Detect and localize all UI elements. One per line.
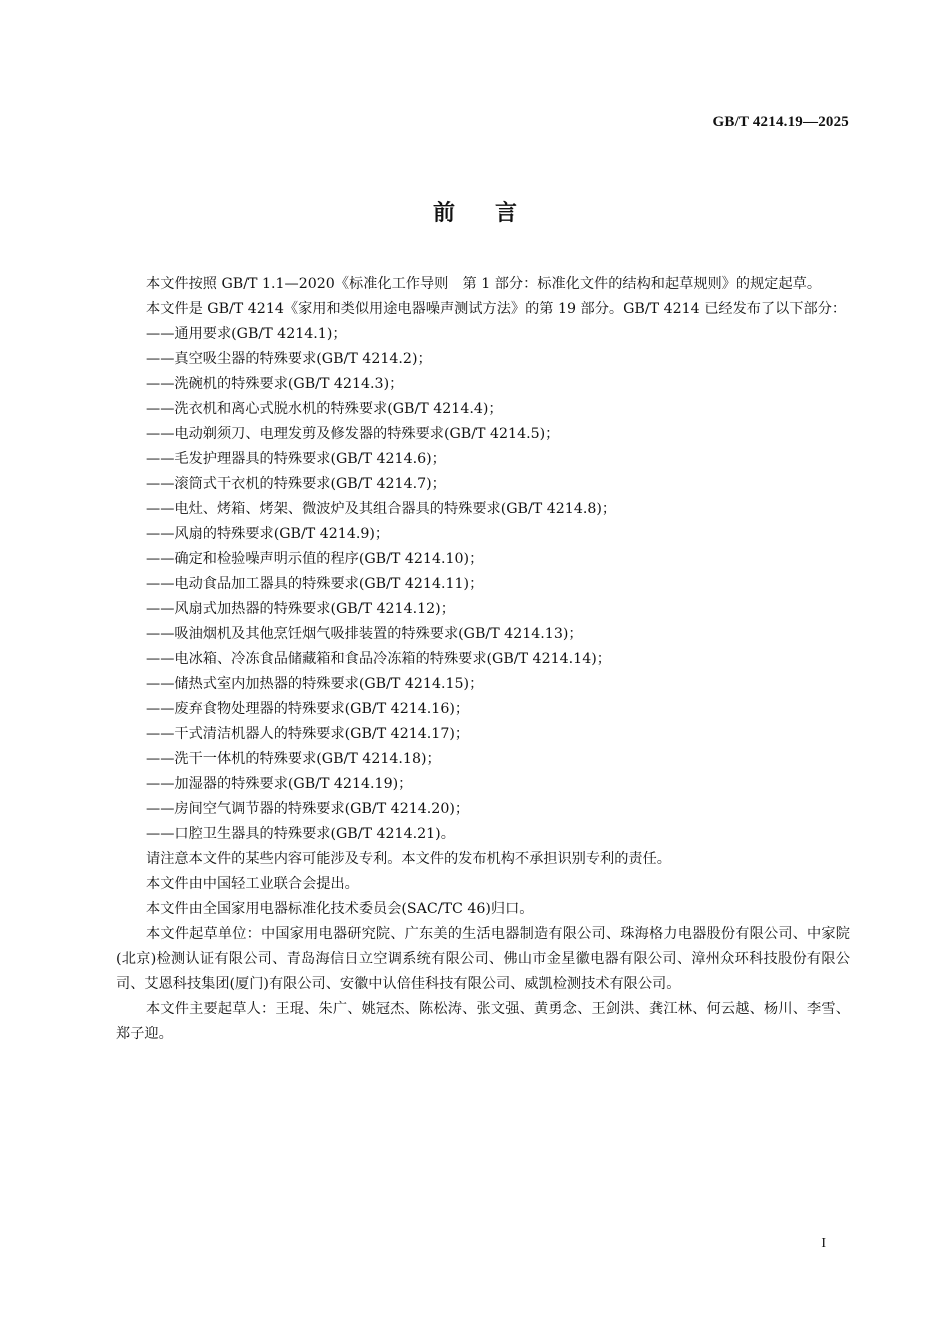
list-item: ——真空吸尘器的特殊要求(GB/T 4214.2)； [146, 351, 432, 367]
list-item: ——风扇的特殊要求(GB/T 4214.9)； [146, 526, 390, 542]
paragraph-proposer: 本文件由中国轻工业联合会提出。 [146, 876, 359, 892]
page-title: 前言 [432, 201, 557, 226]
list-item: ——电冰箱、冷冻食品储藏箱和食品冷冻箱的特殊要求(GB/T 4214.14)； [146, 651, 611, 667]
list-item: ——废弃食物处理器的特殊要求(GB/T 4214.16)； [146, 701, 470, 717]
list-item: ——电动食品加工器具的特殊要求(GB/T 4214.11)； [146, 576, 484, 592]
paragraph-committee: 本文件由全国家用电器标准化技术委员会(SAC/TC 46)归口。 [146, 901, 534, 917]
list-item: ——滚筒式干衣机的特殊要求(GB/T 4214.7)； [146, 476, 446, 492]
list-item: ——洗衣机和离心式脱水机的特殊要求(GB/T 4214.4)； [146, 401, 503, 417]
list-item: ——风扇式加热器的特殊要求(GB/T 4214.12)； [146, 601, 455, 617]
paragraph-drafting-units: 本文件起草单位：中国家用电器研究院、广东美的生活电器制造有限公司、珠海格力电器股份有限公司、中家院(北京)检测认证有限公司、青岛海信日立空调系统有限公司、佛山市金星徽电器有限公司、漳州众环科技股份有限公司、艾恩科技集团(厦门)有限公司、安徽中认倍佳科技有限公司、威凯检测技术有限公司。 [116, 926, 850, 992]
document-code: GB/T 4214.19—2025 [712, 114, 849, 130]
list-item: ——电灶、烤箱、烤架、微波炉及其组合器具的特殊要求(GB/T 4214.8)； [146, 501, 617, 517]
list-item: ——洗干一体机的特殊要求(GB/T 4214.18)； [146, 751, 441, 767]
list-item: ——口腔卫生器具的特殊要求(GB/T 4214.21)。 [146, 826, 455, 842]
page-number: I [821, 1236, 826, 1251]
list-item: ——确定和检验噪声明示值的程序(GB/T 4214.10)； [146, 551, 484, 567]
list-item: ——毛发护理器具的特殊要求(GB/T 4214.6)； [146, 451, 446, 467]
paragraph-patent-notice: 请注意本文件的某些内容可能涉及专利。本文件的发布机构不承担识别专利的责任。 [146, 851, 671, 867]
list-item: ——干式清洁机器人的特殊要求(GB/T 4214.17)； [146, 726, 470, 742]
list-item: ——通用要求(GB/T 4214.1)； [146, 326, 347, 342]
list-item: ——电动剃须刀、电理发剪及修发器的特殊要求(GB/T 4214.5)； [146, 426, 560, 442]
paragraph-drafting-rules: 本文件按照 GB/T 1.1—2020《标准化工作导则 第 1 部分：标准化文件的结构和起草规则》的规定起草。 [146, 276, 822, 292]
list-item: ——房间空气调节器的特殊要求(GB/T 4214.20)； [146, 801, 470, 817]
list-item: ——储热式室内加热器的特殊要求(GB/T 4214.15)； [146, 676, 484, 692]
paragraph-drafters: 本文件主要起草人：王琨、朱广、姚冠杰、陈松涛、张文强、黄勇念、王剑洪、龚江林、何云越、杨川、李雪、郑子迎。 [116, 1001, 850, 1042]
list-item: ——洗碗机的特殊要求(GB/T 4214.3)； [146, 376, 404, 392]
list-item: ——吸油烟机及其他烹饪烟气吸排装置的特殊要求(GB/T 4214.13)； [146, 626, 583, 642]
list-item: ——加湿器的特殊要求(GB/T 4214.19)； [146, 776, 413, 792]
paragraph-series-intro: 本文件是 GB/T 4214《家用和类似用途电器噪声测试方法》的第 19 部分。GB/T 4214 已经发布了以下部分： [146, 301, 847, 317]
document-body [116, 272, 850, 1047]
parts-list [116, 322, 850, 847]
